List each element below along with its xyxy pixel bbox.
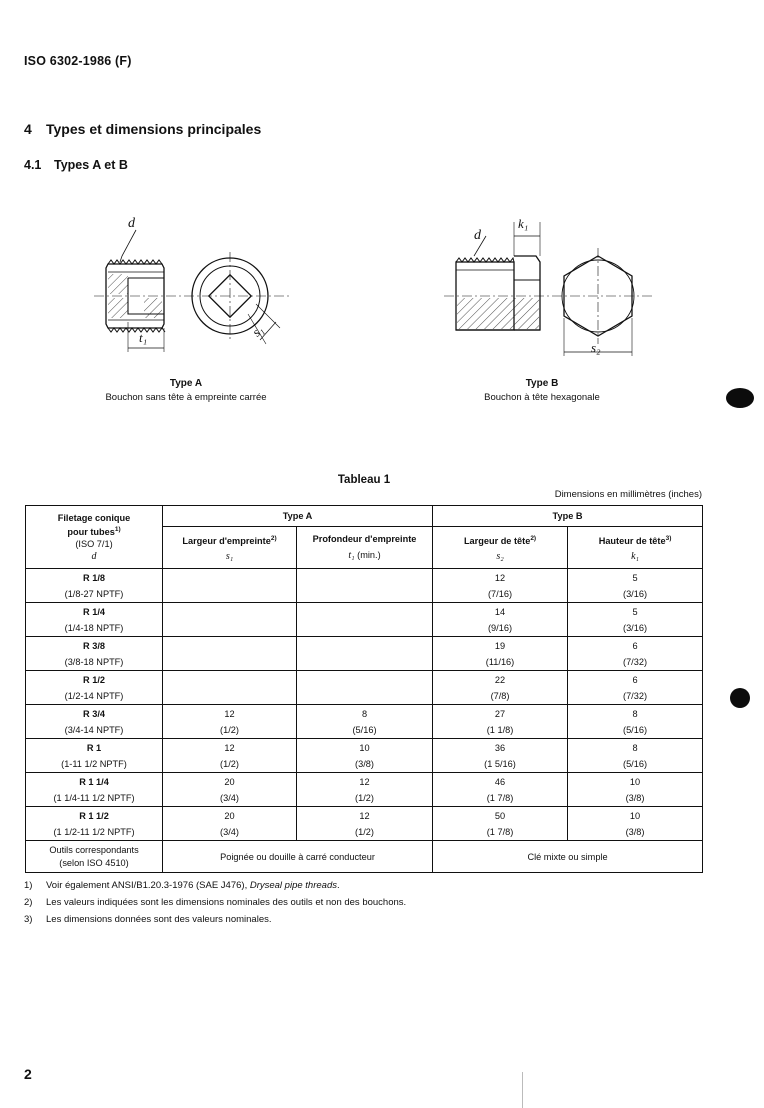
tools-label-line1: Outils correspondants	[49, 844, 139, 855]
table-row	[26, 671, 703, 705]
cell-thread-inch: (1/4-18 NPTF)	[64, 622, 124, 633]
type-a-label-t1: t₁	[139, 330, 148, 345]
cell-thread-inch: (1-11 1/2 NPTF)	[61, 758, 127, 769]
subsection-number: 4.1	[24, 158, 42, 172]
type-b-label-k1: k₁	[518, 216, 529, 231]
footnote-text: Les dimensions données sont des valeurs nominales.	[46, 914, 272, 925]
cell-thread-inch: (3/4-14 NPTF)	[64, 724, 124, 735]
cell-s2-inch: (11/16)	[485, 656, 515, 667]
header-socket-width	[163, 527, 297, 569]
type-a-label-d: d	[128, 216, 135, 231]
cell-thread: R 1/8	[83, 572, 105, 583]
type-a-description: Bouchon sans tête à empreinte carrée	[105, 392, 267, 403]
tools-label-line2: (selon ISO 4510)	[59, 857, 129, 868]
table-row	[26, 705, 703, 739]
type-a-label-s1: s₁	[248, 321, 267, 340]
section-heading	[24, 121, 261, 137]
footnote-number: 1)	[24, 880, 33, 891]
header-head-height-label: Hauteur de tête	[598, 535, 666, 546]
scan-artifact-line	[522, 1072, 523, 1108]
header-head-width-symbol: s₂	[496, 550, 504, 562]
footnote-text: Les valeurs indiquées sont les dimensions nominales des outils et non des bouchons.	[46, 897, 407, 908]
cell-k1: 10	[629, 776, 641, 787]
cell-s1-inch: (3/4)	[220, 792, 239, 803]
cell-k1-inch: (5/16)	[623, 724, 648, 735]
cell-t1-inch: (5/16)	[352, 724, 377, 735]
cell-k1: 6	[632, 640, 638, 651]
cell-thread: R 1/2	[83, 674, 105, 685]
cell-t1: 8	[361, 708, 368, 719]
cell-s1-inch: (3/4)	[220, 826, 239, 837]
type-a-name: Type A	[169, 378, 203, 389]
cell-thread: R 1 1/4	[79, 776, 109, 787]
footnote-number: 2)	[24, 897, 33, 908]
cell-k1-inch: (3/16)	[623, 588, 648, 599]
header-socket-depth-symbol: t₁	[348, 550, 355, 561]
cell-t1-inch: (1/2)	[355, 792, 374, 803]
cell-k1: 10	[629, 810, 641, 821]
header-socket-width-symbol: s₁	[225, 550, 234, 562]
cell-thread-inch: (1/2-14 NPTF)	[64, 690, 124, 701]
dimensions-table	[25, 505, 703, 873]
cell-s2: 19	[494, 640, 506, 651]
table-header-row	[26, 506, 703, 527]
type-b-label-s2: s₂	[591, 340, 601, 355]
footnote-ref: 3)	[665, 534, 672, 542]
cell-s2: 22	[494, 674, 506, 685]
scan-blot	[726, 388, 754, 408]
header-thread-line1: Filetage conique	[57, 512, 131, 523]
cell-k1-inch: (7/32)	[623, 656, 648, 667]
cell-t1-inch: (1/2)	[355, 826, 374, 837]
type-b-caption	[426, 377, 658, 405]
footnote-end: .	[336, 880, 340, 891]
cell-s2: 36	[494, 742, 506, 753]
header-type-b: Type B	[433, 506, 703, 527]
cell-s2: 27	[494, 708, 506, 719]
cell-t1: 12	[359, 810, 370, 821]
cell-k1: 5	[632, 572, 638, 583]
cell-k1: 6	[632, 674, 638, 685]
header-socket-depth-suffix: (min.)	[354, 550, 381, 560]
tools-type-b: Clé mixte ou simple	[433, 841, 703, 873]
cell-thread-inch: (3/8-18 NPTF)	[64, 656, 124, 667]
header-thread	[26, 506, 163, 569]
cell-s1: 12	[224, 708, 235, 719]
table-row	[26, 739, 703, 773]
cell-k1: 8	[632, 742, 638, 753]
table-row	[26, 773, 703, 807]
table-row	[26, 807, 703, 841]
section-number: 4	[24, 121, 32, 137]
cell-s2: 46	[494, 776, 506, 787]
cell-thread: R 3/4	[83, 708, 105, 719]
cell-s2: 12	[494, 572, 506, 583]
type-a-drawing	[90, 212, 300, 362]
table-title: Tableau 1	[337, 474, 391, 486]
table-row	[26, 603, 703, 637]
cell-s2-inch: (7/8)	[490, 690, 510, 701]
cell-k1-inch: (3/8)	[625, 826, 645, 837]
header-thread-line3: (ISO 7/1)	[75, 538, 113, 549]
cell-thread-inch: (1/8-27 NPTF)	[64, 588, 124, 599]
header-head-height	[568, 527, 703, 569]
cell-s2-inch: (1 7/8)	[486, 792, 514, 803]
header-socket-depth-label: Profondeur d'empreinte	[312, 534, 417, 544]
document-standard-id: ISO 6302-1986 (F)	[24, 54, 132, 68]
cell-s2-inch: (1 7/8)	[486, 826, 514, 837]
type-a-caption	[70, 377, 302, 405]
subsection-heading	[24, 158, 128, 172]
footnote-ref: 2)	[530, 534, 537, 542]
footnote-text: Voir également ANSI/B1.20.3-1976 (SAE J476),	[46, 880, 250, 891]
header-type-a: Type A	[163, 506, 433, 527]
cell-s2: 50	[494, 810, 506, 821]
cell-s2: 14	[494, 606, 506, 617]
cell-t1: 12	[359, 776, 370, 787]
cell-k1-inch: (3/16)	[623, 622, 648, 633]
page-number: 2	[24, 1066, 32, 1082]
cell-t1-inch: (3/8)	[355, 758, 374, 769]
footnote-italic: Dryseal pipe threads	[249, 880, 337, 891]
cell-k1: 8	[632, 708, 638, 719]
subsection-title: Types A et B	[54, 158, 128, 172]
type-b-name: Type B	[525, 378, 559, 389]
cell-s1: 12	[224, 742, 235, 753]
header-thread-symbol: d	[91, 550, 97, 562]
table-row	[26, 637, 703, 671]
footnote-3	[24, 914, 272, 925]
type-b-description: Bouchon à tête hexagonale	[484, 392, 600, 403]
footnote-ref: 1)	[114, 525, 121, 533]
cell-thread: R 1/4	[83, 606, 105, 617]
header-head-width	[433, 527, 568, 569]
tools-type-a: Poignée ou douille à carré conducteur	[163, 841, 433, 873]
cell-s2-inch: (7/16)	[488, 588, 513, 599]
footnote-2	[24, 897, 406, 908]
footnote-ref: 2)	[270, 534, 277, 542]
header-socket-width-label: Largeur d'empreinte	[182, 535, 271, 546]
tools-label	[26, 841, 163, 873]
header-socket-depth	[297, 527, 433, 569]
cell-k1-inch: (5/16)	[623, 758, 648, 769]
header-head-height-symbol: k₁	[631, 550, 639, 562]
cell-s1: 20	[224, 776, 235, 787]
cell-s1-inch: (1/2)	[220, 724, 239, 735]
header-thread-line2: pour tubes	[67, 526, 115, 537]
cell-k1-inch: (7/32)	[623, 690, 648, 701]
cell-thread: R 1	[86, 742, 102, 753]
header-head-width-label: Largeur de tête	[463, 535, 531, 546]
cell-s2-inch: (9/16)	[488, 622, 513, 633]
scan-blot	[730, 688, 750, 708]
cell-s1: 20	[224, 810, 235, 821]
section-title: Types et dimensions principales	[46, 121, 262, 137]
cell-thread: R 3/8	[83, 640, 105, 651]
table-units-note: Dimensions en millimètres (inches)	[554, 489, 702, 500]
cell-thread: R 1 1/2	[79, 810, 109, 821]
footnote-1	[24, 880, 340, 891]
cell-t1: 10	[359, 742, 370, 753]
cell-thread-inch: (1 1/4-11 1/2 NPTF)	[53, 792, 135, 803]
footnote-number: 3)	[24, 914, 33, 925]
type-b-label-d: d	[474, 228, 481, 243]
table-row	[26, 569, 703, 603]
cell-s1-inch: (1/2)	[220, 758, 239, 769]
cell-thread-inch: (1 1/2-11 1/2 NPTF)	[53, 826, 135, 837]
cell-s2-inch: (1 1/8)	[486, 724, 514, 735]
table-tools-row	[26, 841, 703, 873]
cell-k1-inch: (3/8)	[625, 792, 645, 803]
cell-s2-inch: (1 5/16)	[484, 758, 516, 769]
cell-k1: 5	[632, 606, 638, 617]
